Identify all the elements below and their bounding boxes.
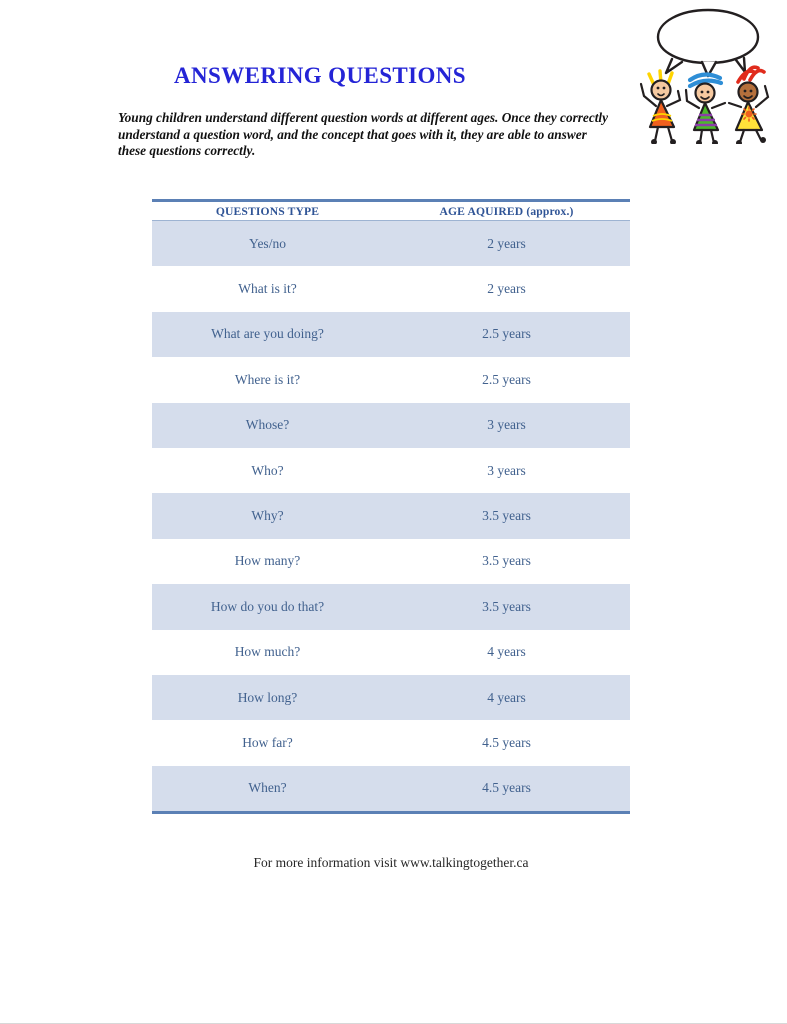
cell-question-type: How long? bbox=[237, 689, 298, 705]
cell-age-acquired: 2 years bbox=[487, 281, 526, 297]
column-header-age-acquired: AGE AQUIRED (approx.) bbox=[439, 204, 574, 218]
cell-question-type: How much? bbox=[234, 644, 301, 660]
cell-age-acquired: 2 years bbox=[487, 235, 526, 251]
cell-age-acquired: 3.5 years bbox=[482, 598, 531, 614]
table-row bbox=[152, 630, 630, 675]
cell-question-type: What is it? bbox=[238, 281, 297, 297]
footer-note: For more information visit www.talkingtogether.ca bbox=[253, 855, 529, 870]
cell-question-type: How far? bbox=[242, 734, 293, 750]
table-row bbox=[152, 584, 630, 629]
cell-age-acquired: 4 years bbox=[487, 689, 526, 705]
three-children-speech-bubble-icon bbox=[632, 4, 784, 144]
page-title: ANSWERING QUESTIONS bbox=[174, 63, 466, 88]
cell-age-acquired: 2.5 years bbox=[482, 326, 531, 342]
cell-age-acquired: 3.5 years bbox=[482, 508, 531, 524]
cell-question-type: Whose? bbox=[245, 417, 290, 433]
cell-question-type: Yes/no bbox=[249, 235, 286, 251]
table-row bbox=[152, 312, 630, 357]
column-header-question-type: QUESTIONS TYPE bbox=[215, 204, 320, 218]
cell-age-acquired: 4 years bbox=[487, 644, 526, 660]
table-row bbox=[152, 357, 630, 402]
cell-question-type: When? bbox=[248, 780, 287, 796]
table-bottom-rule bbox=[152, 811, 630, 814]
table-row bbox=[152, 766, 630, 811]
cell-question-type: How many? bbox=[234, 553, 301, 569]
cell-question-type: Where is it? bbox=[234, 371, 301, 387]
cell-question-type: Who? bbox=[251, 462, 284, 478]
cell-question-type: Why? bbox=[251, 508, 284, 524]
table-row bbox=[152, 221, 630, 266]
table-header-row bbox=[152, 202, 630, 220]
cell-question-type: What are you doing? bbox=[211, 326, 324, 342]
table-row bbox=[152, 720, 630, 765]
cell-age-acquired: 3.5 years bbox=[482, 553, 531, 569]
table-row bbox=[152, 539, 630, 584]
table-row bbox=[152, 266, 630, 311]
table-row bbox=[152, 403, 630, 448]
cell-question-type: How do you do that? bbox=[210, 598, 325, 614]
intro-paragraph: Young children understand different question words at different ages. Once they correctly understand a question word, and the concept that goes with it, they are able to answer these questions correctly. bbox=[118, 110, 609, 158]
table-body bbox=[152, 221, 630, 811]
cell-age-acquired: 3 years bbox=[487, 417, 526, 433]
cell-age-acquired: 2.5 years bbox=[482, 371, 531, 387]
table-row bbox=[152, 448, 630, 493]
table-row bbox=[152, 493, 630, 538]
questions-age-table bbox=[152, 199, 630, 814]
cell-age-acquired: 4.5 years bbox=[482, 780, 531, 796]
cell-age-acquired: 3 years bbox=[487, 462, 526, 478]
table-row bbox=[152, 675, 630, 720]
cell-age-acquired: 4.5 years bbox=[482, 734, 531, 750]
